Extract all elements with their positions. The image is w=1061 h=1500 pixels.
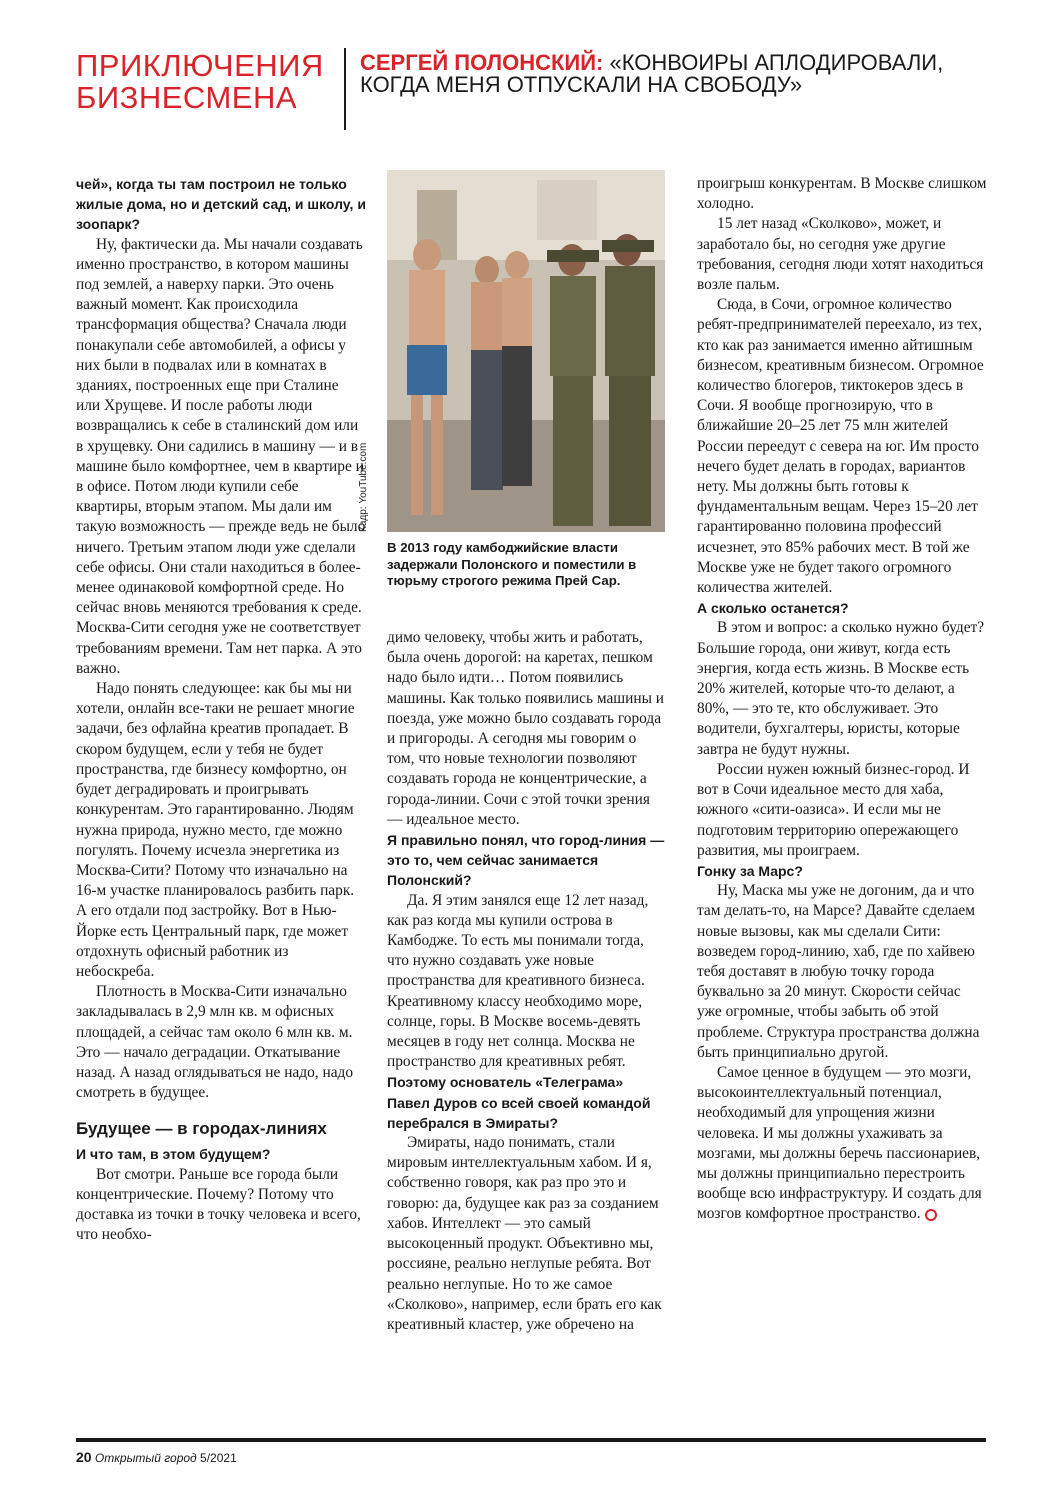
subheading: Будущее — в городах-линиях [76, 1119, 327, 1139]
issue-number: 5/2021 [200, 1451, 237, 1465]
page-number: 20 [76, 1449, 92, 1465]
title-quote: «КОНВОИРЫ АПЛОДИРОВАЛИ, КОГДА МЕНЯ ОТПУСКАЛИ НА СВОБОДУ» [360, 50, 944, 97]
paragraph [697, 1063, 987, 1225]
question: чей», когда ты там построил не только жилые дома, но и детский сад, и школу, и зоопарк? [76, 176, 366, 233]
article-title [360, 52, 980, 96]
photo-illustration [387, 170, 665, 532]
text-column-3 [697, 174, 987, 1225]
paragraph: Плотность в Москва-Сити изначально закладывалась в 2,9 млн кв. м офисных площадей, а сейчас там около 6 млн кв. м. Это — начало деградации. Откатывание назад. А назад оглядываться не надо, надо смотреть в будущее. [76, 983, 354, 1102]
question: А сколько останется? [697, 600, 849, 617]
rubric-line-2: БИЗНЕСМЕНА [76, 80, 298, 115]
paragraph: проигрыш конкурентам. В Москве слишком холодно. [697, 175, 987, 213]
page-footer [76, 1449, 237, 1465]
text-column-2 [387, 628, 665, 1335]
paragraph-text: Самое ценное в будущем — это мозги, высокоинтеллектуальный потенциал, необходимый для упрощения жизни человека. И мы должны ухаживать за мозгами, мы должны беречь пассионариев, мы должны принципиально перестроить вообще всю инфраструктуру. И создать для мозгов комфортное пространство. [697, 1063, 982, 1223]
photo-credit: Кадр: YouTube.com [358, 442, 369, 532]
paragraph: Надо понять следующее: как бы мы ни хотели, онлайн все-таки не решает многие задачи, без офлайна креатив пропадает. В скором будущем, если у тебя не будет пространства, где бизнесу комфортно, он будет деградировать и проигрывать конкурентам. Это гарантированно. Людям нужна природа, нужно место, где можно погулять. Почему исчезла энергетика из Москва-Сити? Потому что изначально на 16-м участке планировалось разбить парк. А его отдали под застройку. Вот в Нью-Йорке есть Центральный парк, где может отдохнуть офисный работник из небоскреба. [76, 680, 355, 980]
footer-rule [76, 1438, 986, 1442]
section-rubric [76, 50, 338, 114]
paragraph: Эмираты, надо понимать, стали мировым интеллектуальным хабом. И я, собственно говоря, как раз про это и говорю: да, будущее как раз за созданием хабов. Интеллект — это самый высокоценный продукт. Объективно мы, россияне, реально неглупые ребята. Вот реально неглупые. Но то же самое «Сколково», например, если брать его как креативный кластер, уже обречено на [387, 1134, 662, 1333]
paragraph: Да. Я этим занялся еще 12 лет назад, как раз когда мы купили острова в Камбодже. То есть мы понимали тогда, что нужно создавать уже новые пространства для креативного бизнеса. Креативному классу необходимо море, солнце, горы. В Москве восемь-девять месяцев в году нет солнца. Москва не пространство для креативных ребят. [387, 891, 649, 1071]
paragraph: В этом и вопрос: а сколько нужно будет? Большие города, они живут, когда есть энергия, когда есть жизнь. В Москве есть 20% жителей, которые что-то делают, а 80%, — это те, кто обслуживает. Это водители, бухгалтеры, юристы, которые завтра не будут нужны. [697, 619, 985, 758]
text-column-1 [76, 174, 366, 1245]
paragraph: Ну, Маска мы уже не догоним, да и что там делать-то, на Марсе? Давайте сделаем новые вызовы, как мы сделали Сити: возведем город-линию, хаб, где по хайвею тебя доставят в любую точку города буквально за 20 минут. Скорости сейчас уже огромные, чтобы забыть об этой проблеме. Структура пространства должна быть принципиально другой. [697, 882, 980, 1061]
photo-caption: В 2013 году камбоджийские власти задержали Полонского и поместили в тюрьму строгого режима Прей Сар. [387, 540, 637, 588]
paragraph: России нужен южный бизнес-город. И вот в Сочи идеальное место для хаба, южного «сити-оазиса». И если мы не подготовим территорию опережающего развития, мы проиграем. [697, 760, 970, 859]
question: Я правильно понял, что город-линия — это то, чем сейчас занимается Полонский? [387, 832, 665, 889]
title-name: СЕРГЕЙ ПОЛОНСКИЙ: [360, 50, 604, 75]
question: Поэтому основатель «Телеграма» Павел Дуров со всей своей командой перебрался в Эмираты? [387, 1074, 651, 1131]
end-of-article-icon [925, 1209, 937, 1221]
rubric-line-1: ПРИКЛЮЧЕНИЯ [76, 48, 324, 83]
header-divider [344, 48, 346, 130]
article-photo [387, 170, 665, 532]
paragraph: 15 лет назад «Сколково», может, и заработало бы, но сегодня уже другие требования, сегодня люди хотят находиться возле пальм. [697, 215, 984, 294]
question: И что там, в этом будущем? [76, 1146, 271, 1163]
paragraph: Вот смотри. Раньше все города были концентрические. Почему? Потому что доставка из точки в точку человека и всего, что необхо- [76, 1165, 361, 1244]
question: Гонку за Марс? [697, 862, 803, 879]
paragraph: Сюда, в Сочи, огромное количество ребят-предпринимателей переехало, из тех, кто как раз занимается именно айтишным бизнесом, креативным бизнесом. Огромное количество блогеров, тиктокеров здесь в Сочи. Я вообще прогнозирую, что в ближайшие 20–25 лет 75 млн жителей России переедут с севера на юг. Им просто нечего будет делать в городах, вариантов нету. Мы должны быть готовы к фундаментальным вещам. Через 15–20 лет гарантированно половина профессий исчезнет, это 85% рабочих мест. В той же Москве уже не будет такого огромного количества жителей. [697, 296, 984, 597]
paragraph: Ну, фактически да. Мы начали создавать именно пространство, в котором машины под землей, а наверху парки. Это очень важный момент. Как происходила трансформация общества? Сначала люди понакупали себе автомобилей, а офисы у них были в подвалах или в комнатах в зданиях, построенных еще при Сталине или Хрущеве. И после работы люди возвращались к себе в сталинский дом или в хрущевку. Они садились в машину — и в машине было комфортнее, чем в квартире и в офисе. Потом люди купили себе квартиры, вторым этапом. Мы дали им такую возможность — прежде ведь не было ничего. Третьим этапом люди уже сделали себе офисы. Они стали находиться в более-менее одинаковой комфортной среде. Но сейчас вновь меняются требования к среде. Москва-Сити сегодня уже не соответствует требованиям времени. Там нет парка. А это важно. [76, 235, 366, 677]
paragraph: димо человеку, чтобы жить и работать, была очень дорогой: на каретах, пешком надо было идти… Потом появились машины. Как только появились машины и поезда, уже можно было создавать города и пригороды. А сегодня мы говорим о том, что новые технологии позволяют создавать города не концентрические, а города-линии. Сочи с этой точки зрения — идеальное место. [387, 629, 665, 828]
magazine-name: Открытый город [94, 1451, 197, 1465]
